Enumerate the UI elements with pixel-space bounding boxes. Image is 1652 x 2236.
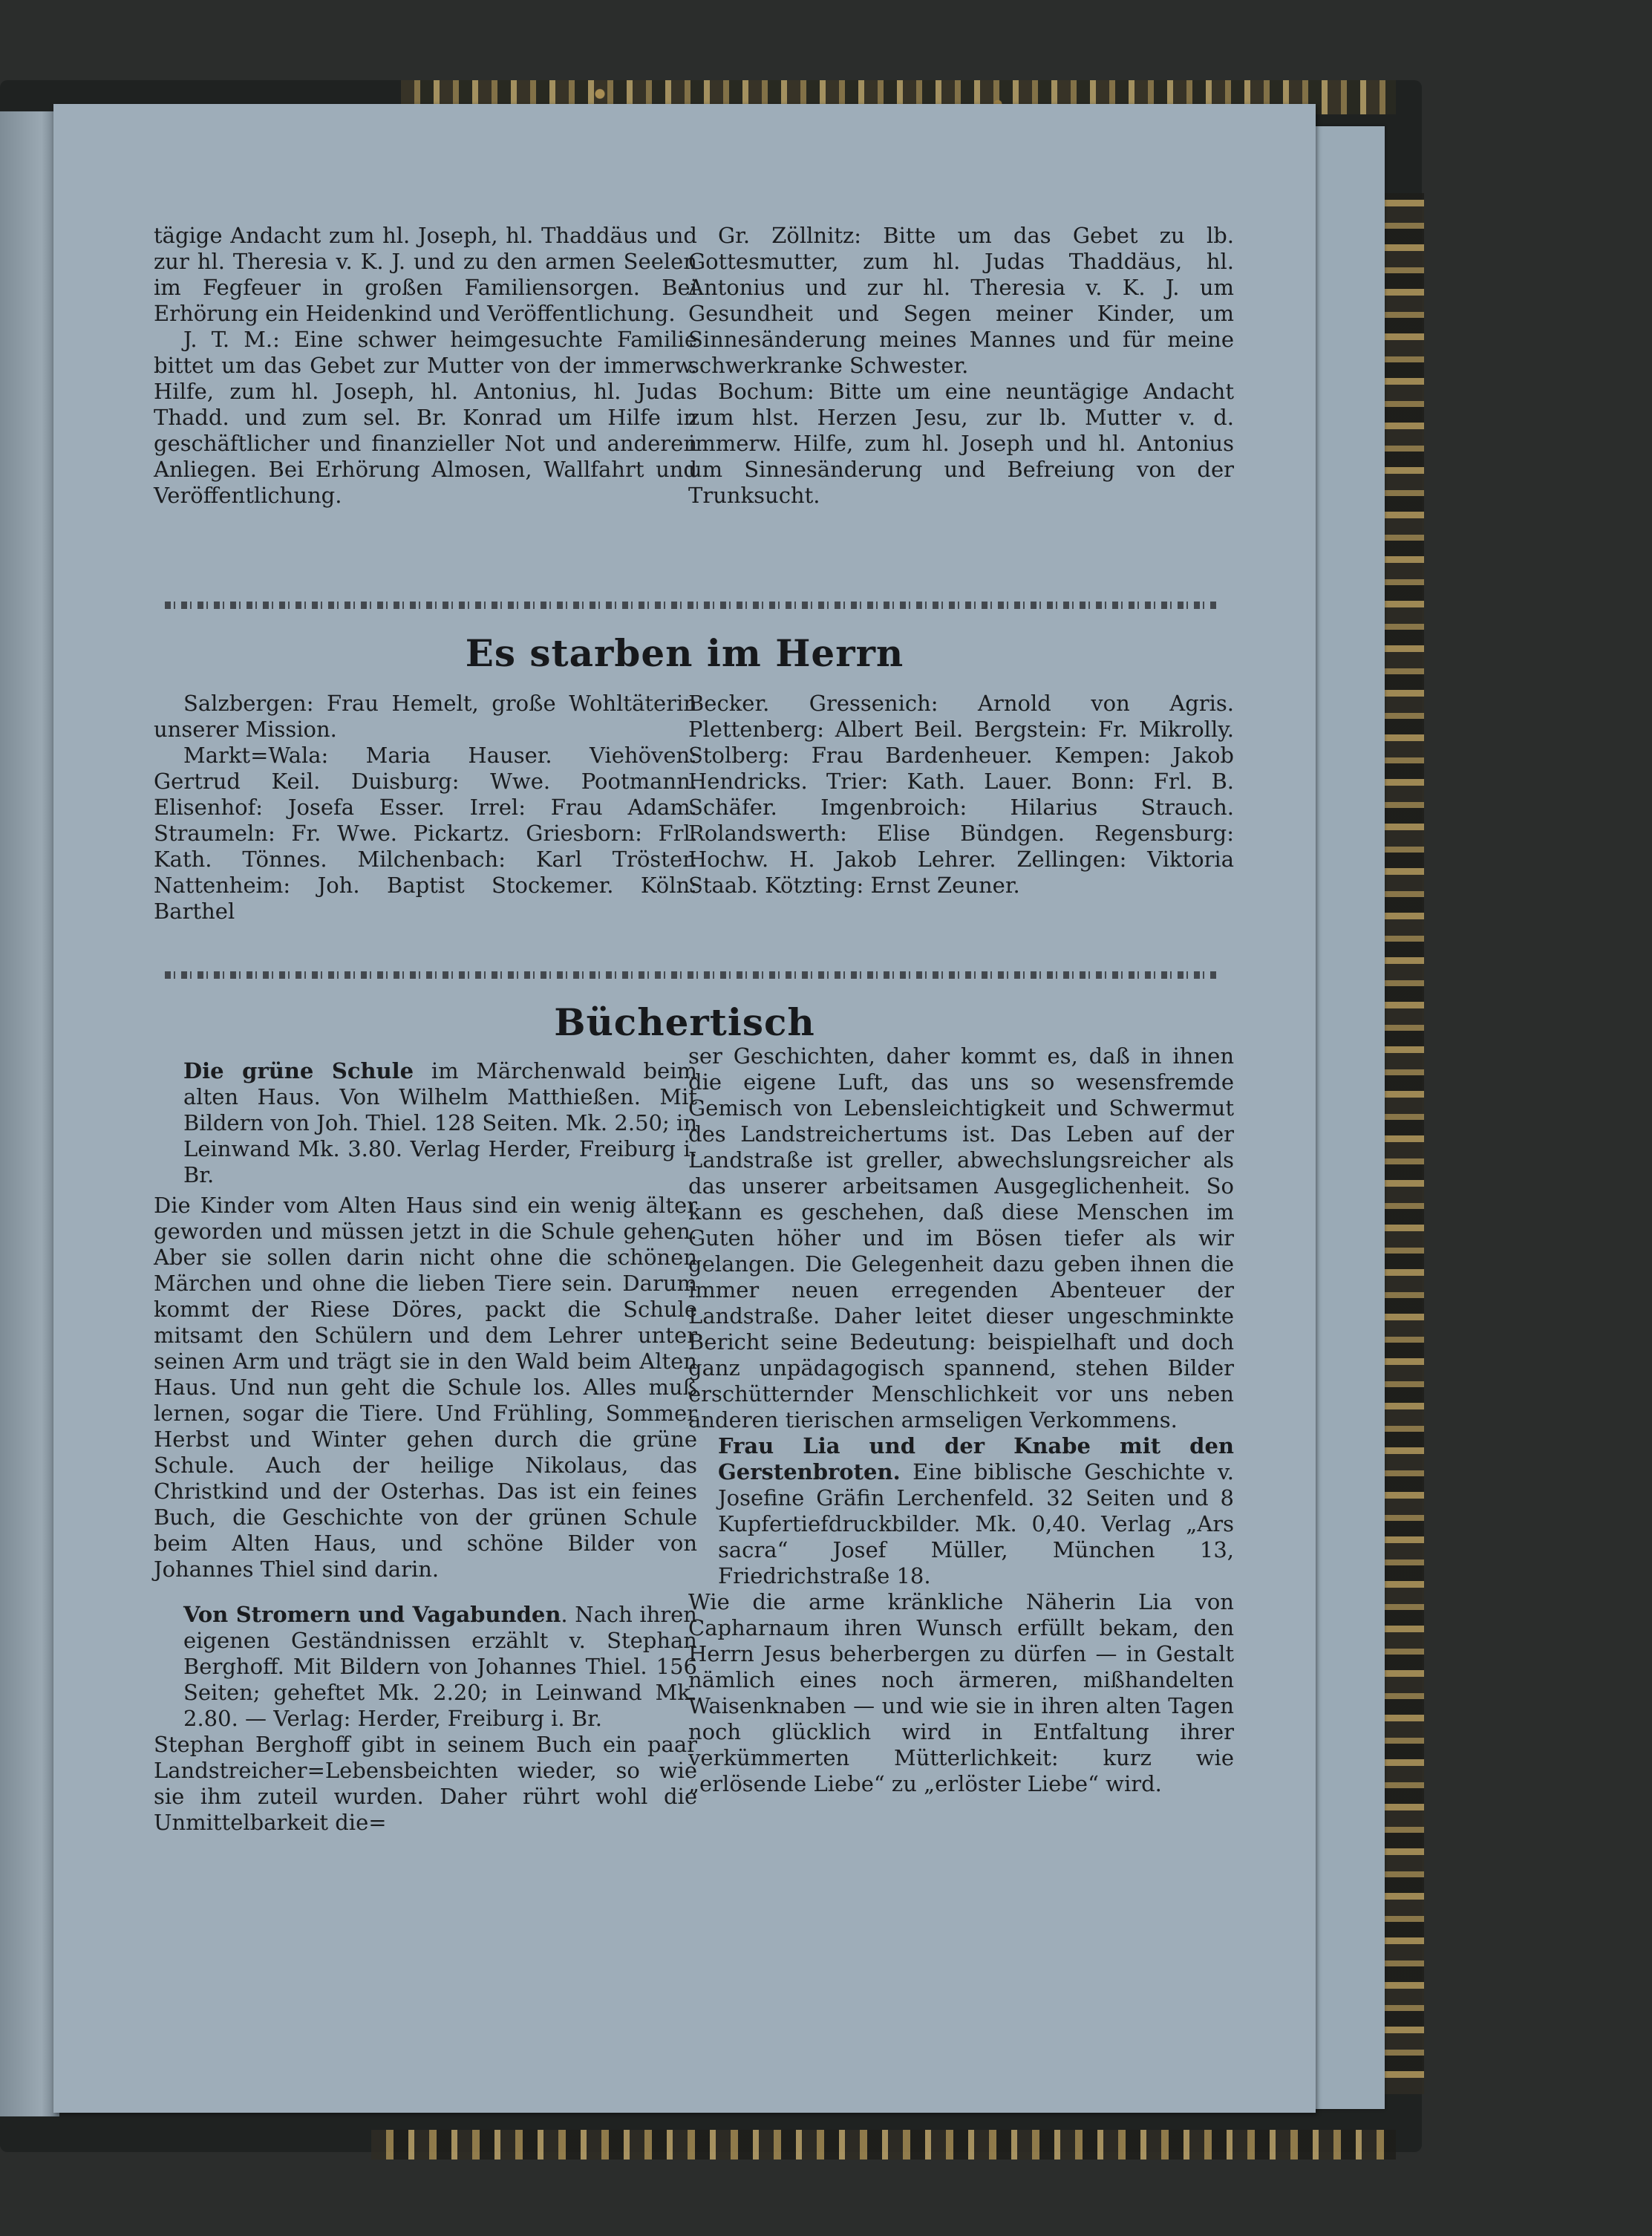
left-page-edge — [0, 111, 59, 2116]
section-title-died: Es starben im Herrn — [465, 631, 904, 675]
page — [53, 104, 1316, 2113]
ornament-divider — [165, 971, 1219, 979]
books-column-right — [688, 1043, 1234, 1797]
book-review: Wie die arme kränkliche Näherin Lia von Capharnaum ihren Wunsch erfüllt bekam, den Herrn Jesus beherbergen zu dürfen — in Gestalt nämlich eines noch ärmeren, mißhandelten Waisenknaben — und wie sie in ihren alten Tagen noch glücklich wird in Entfaltung ihrer verkümmerten Mütterlichkeit: kurz wie „erlösende Liebe“ zu „erlöster Liebe“ wird. — [688, 1589, 1234, 1796]
marbled-edge-bottom — [371, 2130, 1396, 2160]
obituary-text: Markt=Wala: Maria Hauser. Viehöven: Gertrud Keil. Duisburg: Wwe. Pootmann. Elisenhof: Josefa Esser. Irrel: Frau Adam. Straumeln: Fr. Wwe. Pickartz. Griesborn: Frl. Kath. Tönnes. Milchenbach: Karl Tröster. Nattenheim: Joh. Baptist Stockemer. Köln: Barthel — [154, 743, 697, 924]
prayer-text: J. T. M.: Eine schwer heimgesuchte Familie bittet um das Gebet zur Mutter von der immerw. Hilfe, zum hl. Joseph, hl. Antonius, hl. Judas Thadd. und zum sel. Br. Konrad um Hilfe in geschäftlicher und finanzieller Not und anderen Anliegen. Bei Erhörung Almosen, Wallfahrt und Veröffentlichung. — [154, 327, 697, 508]
book-review: Die Kinder vom Alten Haus sind ein wenig älter geworden und müssen jetzt in die Schule gehen. Aber sie sollen darin nicht ohne die schönen Märchen und ohne die lieben Tiere sein. Darum kommt der Riese Döres, packt die Schule mitsamt den Schülern und dem Lehrer unter seinen Arm und trägt sie in den Wald beim Alten Haus. Und nun geht die Schule los. Alles muß lernen, sogar die Tiere. Und Frühling, Sommer Herbst und Winter gehen durch die grüne Schule. Auch der heilige Nikolaus, das Christkind und der Osterhas. Das ist ein feines Buch, die Geschichte von der grünen Schule beim Alten Haus, und schöne Bilder von Johannes Thiel sind darin. — [154, 1193, 697, 1582]
prayer-text: tägige Andacht zum hl. Joseph, hl. Thaddäus und zur hl. Theresia v. K. J. und zu den armen Seelen im Fegfeuer in großen Familiensorgen. Bei Erhörung ein Heidenkind und Veröffentlichung. — [154, 223, 697, 326]
prayer-text: Bochum: Bitte um eine neuntägige Andacht zum hlst. Herzen Jesu, zur lb. Mutter v. d. immerw. Hilfe, zum hl. Joseph und hl. Antonius um Sinnesänderung und Befreiung von der Trunksucht. — [688, 379, 1234, 508]
book-entry-header — [688, 1433, 1234, 1589]
book-title: Die grüne Schule — [183, 1058, 414, 1083]
prayer-column-right — [688, 223, 1234, 509]
book-meta: . Nach ihren eigenen Geständnissen erzählt v. Stephan Berghoff. Mit Bildern von Johannes Thiel. 156 Seiten; geheftet Mk. 2.20; in Leinwand Mk. 2.80. — Verlag: Herder, Freiburg i. Br. — [183, 1602, 697, 1731]
book-title: Frau Lia und der Knabe mit den Gerstenbroten. — [718, 1433, 1234, 1484]
books-column-left — [154, 1058, 697, 1836]
book-review: Stephan Berghoff gibt in seinem Buch ein paar Landstreicher=Lebensbeichten wieder, so wie sie ihm zuteil wurden. Daher rührt wohl die Unmittelbarkeit die= — [154, 1732, 697, 1835]
book-entry-header — [154, 1602, 697, 1732]
book-title: Von Stromern und Vagabunden — [183, 1602, 561, 1627]
section-title-books: Büchertisch — [554, 1000, 815, 1044]
book-meta: Eine biblische Geschichte v. Josefine Gräfin Lerchenfeld. 32 Seiten und 8 Kupfertiefdruckbilder. Mk. 0,40. Verlag „Ars sacra“ Josef Müller, München 13, Friedrichstraße 18. — [718, 1459, 1234, 1588]
obituary-text: Salzbergen: Frau Hemelt, große Wohltäterin unserer Mission. — [154, 691, 697, 742]
died-column-right — [688, 691, 1234, 899]
book-review: ser Geschichten, daher kommt es, daß in ihnen die eigene Luft, das uns so wesensfremde Gemisch von Lebensleichtigkeit und Schwermut des Landstreichertums ist. Das Leben auf der Landstraße ist greller, abwechslungsreicher als das unserer arbeitsamen Ausgeglichenheit. So kann es geschehen, daß diese Menschen im Guten höher und im Bösen tiefer als wir gelangen. Die Gelegenheit dazu geben ihnen die immer neuen erregenden Abenteuer der Landstraße. Daher leitet dieser ungeschminkte Bericht seine Bedeutung: beispielhaft und doch ganz unpädagogisch spannend, stehen Bilder erschütternder Menschlichkeit vor uns neben anderen tierischen armseligen Verkommens. — [688, 1043, 1234, 1432]
ornament-divider — [165, 602, 1219, 609]
died-column-left — [154, 691, 697, 925]
book-entry-header — [154, 1058, 697, 1188]
obituary-text: Becker. Gressenich: Arnold von Agris. Plettenberg: Albert Beil. Bergstein: Fr. Mikrolly. Stolberg: Frau Bardenheuer. Kempen: Jakob Hendricks. Trier: Kath. Lauer. Bonn: Frl. B. Schäfer. Imgenbroich: Hilarius Strauch. Rolandswerth: Elise Bündgen. Regensburg: Hochw. H. Jakob Lehrer. Zellingen: Viktoria Staab. Kötzting: Ernst Zeuner. — [688, 691, 1234, 898]
book-meta: im Märchenwald beim alten Haus. Von Wilhelm Matthießen. Mit Bildern von Joh. Thiel. 128 Seiten. Mk. 2.50; in Leinwand Mk. 3.80. Verlag Herder, Freiburg i. Br. — [183, 1058, 697, 1187]
prayer-column-left — [154, 223, 697, 509]
prayer-text: Gr. Zöllnitz: Bitte um das Gebet zu lb. Gottesmutter, zum hl. Judas Thaddäus, hl. Antonius und zur hl. Theresia v. K. J. um Gesundheit und Segen meiner Kinder, um Sinnesänderung meines Mannes und für meine schwerkranke Schwester. — [688, 223, 1234, 378]
